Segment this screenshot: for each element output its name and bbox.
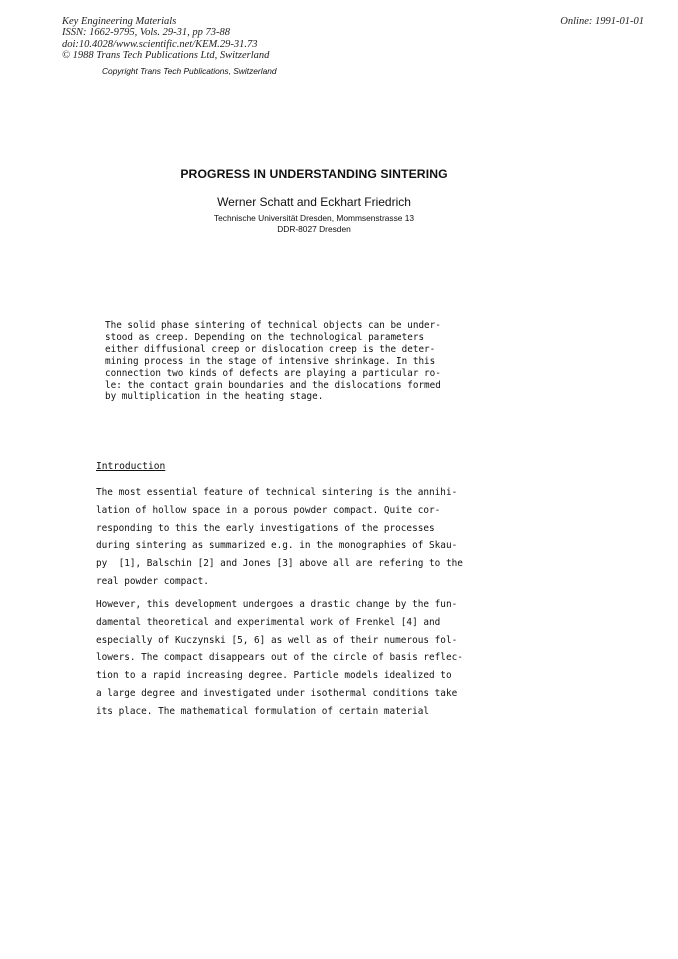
body-line: a large degree and investigated under isothermal conditions take <box>96 687 458 699</box>
abstract-line: stood as creep. Depending on the technological parameters <box>105 331 425 343</box>
publisher-line: © 1988 Trans Tech Publications Ltd, Switzerland <box>62 50 270 62</box>
abstract-line: The solid phase sintering of technical objects can be under- <box>105 320 441 331</box>
paper-title: PROGRESS IN UNDERSTANDING SINTERING <box>180 167 448 181</box>
copyright-notice: Copyright Trans Tech Publications, Switzerland <box>102 66 277 76</box>
abstract-line: either diffusional creep or dislocation creep is the deter- <box>105 343 436 355</box>
issn-line: ISSN: 1662-9795, Vols. 29-31, pp 73-88 <box>62 27 230 39</box>
journal-metadata <box>62 16 269 62</box>
journal-name: Key Engineering Materials <box>62 16 177 27</box>
affiliation-line-1: Technische Universität Dresden, Mommsenstrasse 13 <box>213 213 415 223</box>
body-line: The most essential feature of technical sintering is the annihi- <box>96 487 458 498</box>
body-line: responding to this the early investigations of the processes <box>96 522 435 534</box>
doi-line[interactable]: doi:10.4028/www.scientific.net/KEM.29-31.73 <box>62 38 258 50</box>
body-line: damental theoretical and experimental work of Frenkel [4] and <box>96 616 441 628</box>
abstract <box>105 320 525 403</box>
abstract-line: by multiplication in the heating stage. <box>105 391 324 403</box>
abstract-line: le: the contact grain boundaries and the dislocations formed <box>105 379 441 391</box>
body-line: its place. The mathematical formulation of certain material <box>96 705 430 717</box>
body-line: lowers. The compact disappears out of the circle of basis reflec- <box>96 652 463 664</box>
body-line: However, this development undergoes a drastic change by the fun- <box>96 599 458 610</box>
body-line: lation of hollow space in a porous powder compact. Quite cor- <box>96 504 441 516</box>
intro-paragraph-1 <box>96 484 536 591</box>
body-line: during sintering as summarized e.g. in the monographies of Skau- <box>96 540 458 552</box>
body-line: real powder compact. <box>96 575 209 587</box>
author-affiliation <box>0 213 628 234</box>
body-line: py [1], Balschin [2] and Jones [3] above all are refering to the <box>96 558 463 570</box>
paper-authors: Werner Schatt and Eckhart Friedrich <box>217 195 411 209</box>
body-line: especially of Kuczynski [5, 6] as well as of their numerous fol- <box>96 634 458 646</box>
online-date: Online: 1991-01-01 <box>560 16 644 27</box>
section-heading-introduction: Introduction <box>96 461 166 472</box>
abstract-line: connection two kinds of defects are playing a particular ro- <box>105 367 441 379</box>
abstract-line: mining process in the stage of intensive shrinkage. In this <box>105 355 436 367</box>
body-line: tion to a rapid increasing degree. Particle models idealized to <box>96 670 452 682</box>
affiliation-line-2: DDR-8027 Dresden <box>277 223 351 234</box>
intro-paragraph-2 <box>96 596 536 721</box>
